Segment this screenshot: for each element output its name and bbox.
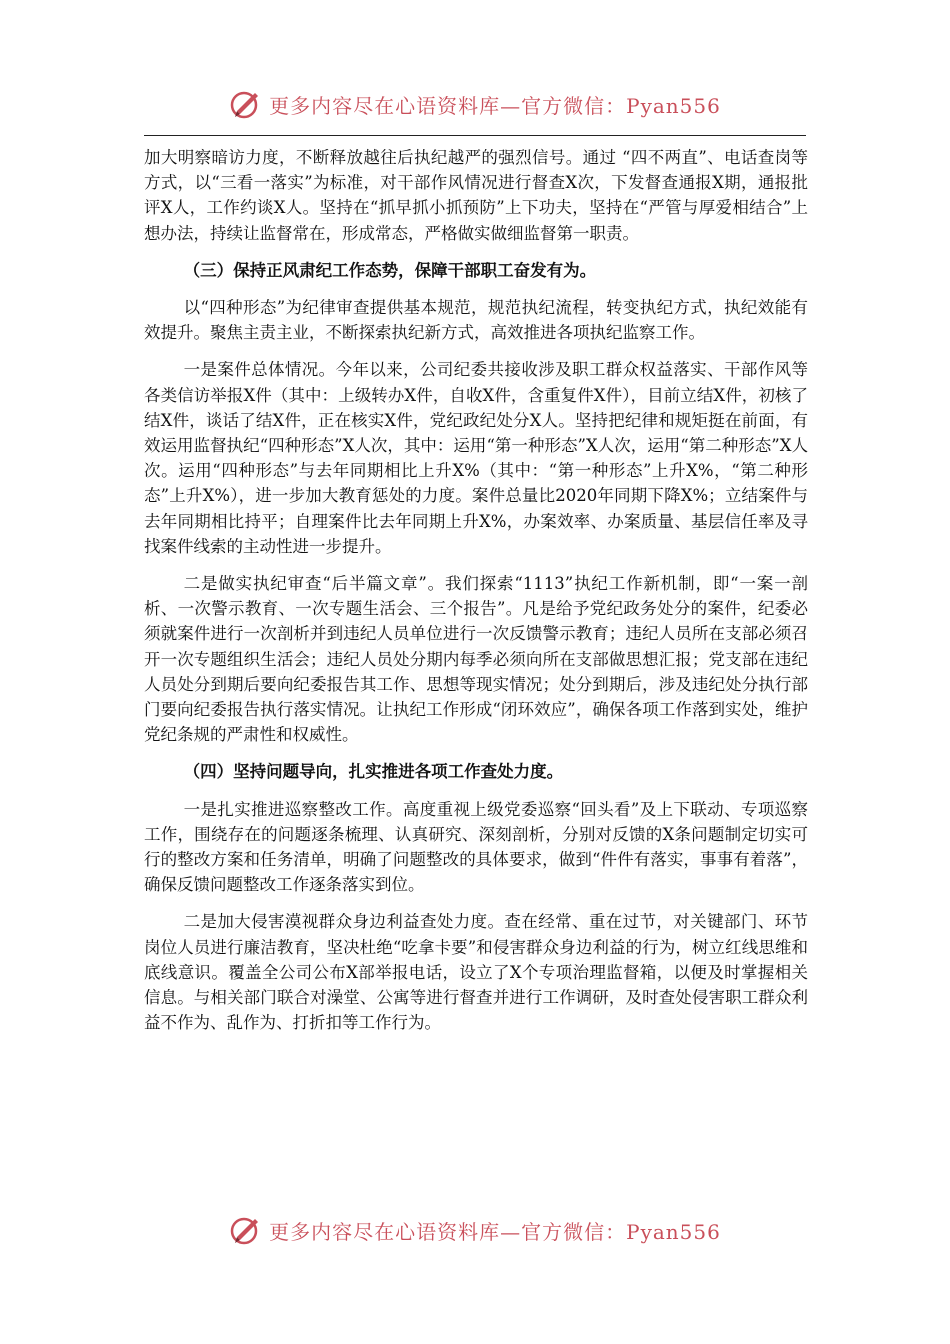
document-body [144, 145, 808, 1036]
pen-logo-icon [229, 1213, 263, 1247]
header-rule [144, 135, 806, 136]
paragraph-2: 以“四种形态”为纪律审查提供基本规范，规范执纪流程，转变执纪方式，执纪效能有效提升。聚焦主责主业，不断探索执纪新方式，高效推进各项执纪监察工作。 [144, 298, 808, 343]
watermark-header [0, 84, 950, 124]
paragraph-5: 一是扎实推进巡察整改工作。高度重视上级党委巡察“回头看”及上下联动、专项巡察工作，围绕存在的问题逐条梳理、认真研究、深刻剖析，分别对反馈的X条问题制定切实可行的整改方案和任务清单，明确了问题整改的具体要求，做到“件件有落实，事事有着落”，确保反馈问题整改工作逐条落实到位。 [144, 799, 808, 895]
paragraph-4: 二是做实执纪审查“后半篇文章”。我们探索“1113”执纪工作新机制，即“一案一剖析、一次警示教育、一次专题生活会、三个报告”。凡是给予党纪政务处分的案件，纪委必须就案件进行一次剖析并到违纪人员单位进行一次反馈警示教育；违纪人员所在支部必须召开一次专题组织生活会；违纪人员处分期内每季必须向所在支部做思想汇报；党支部在违纪人员处分到期后要向纪委报告其工作、思想等现实情况；处分到期后，涉及违纪处分执行部门要向纪委报告执行落实情况。让执纪工作形成“闭环效应”，确保各项工作落到实处，维护党纪条规的严肃性和权威性。 [144, 574, 808, 745]
watermark-text: 更多内容尽在心语资料库—官方微信：Pyan556 [269, 93, 721, 118]
watermark-text: 更多内容尽在心语资料库—官方微信：Pyan556 [269, 1219, 721, 1244]
paragraph-1: 加大明察暗访力度，不断释放越往后执纪越严的强烈信号。通过 “四不两直”、电话查岗等方式，以“三看一落实”为标准，对干部作风情况进行督查X次，下发督查通报X期，通报批评X人，工作约谈X人。坚持在“抓早抓小抓预防”上下功夫，坚持在“严管与厚爱相结合”上想办法，持续让监督常在，形成常态，严格做实做细监督第一职责。 [144, 148, 808, 243]
section-heading-3: （三）保持正风肃纪工作态势，保障干部职工奋发有为。 [183, 260, 597, 280]
watermark-footer [0, 1210, 950, 1250]
paragraph-6: 二是加大侵害漠视群众身边利益查处力度。查在经常、重在过节，对关键部门、环节岗位人员进行廉洁教育，坚决杜绝“吃拿卡要”和侵害群众身边利益的行为，树立红线思维和底线意识。覆盖全公司公布X部举报电话，设立了X个专项治理监督箱，以便及时掌握相关信息。与相关部门联合对澡堂、公寓等进行督查并进行工作调研，及时查处侵害职工群众利益不作为、乱作为、打折扣等工作行为。 [144, 912, 808, 1033]
section-heading-4: （四）坚持问题导向，扎实推进各项工作查处力度。 [183, 762, 564, 782]
paragraph-3: 一是案件总体情况。今年以来，公司纪委共接收涉及职工群众权益落实、干部作风等各类信访举报X件（其中：上级转办X件，自收X件，含重复件X件），目前立结X件，初核了结X件，谈话了结X件，正在核实X件，党纪政纪处分X人。坚持把纪律和规矩挺在前面，有效运用监督执纪“四种形态”X人次，其中：运用“第一种形态”X人次，运用“第二种形态”X人次。运用“四种形态”与去年同期相比上升X%（其中：“第一种形态”上升X%，“第二种形态”上升X%），进一步加大教育惩处的力度。案件总量比2020年同期下降X%；立结案件与去年同期相比持平；自理案件比去年同期上升X%，办案效率、办案质量、基层信任率及寻找案件线索的主动性进一步提升。 [144, 360, 808, 556]
pen-logo-icon [229, 87, 263, 121]
